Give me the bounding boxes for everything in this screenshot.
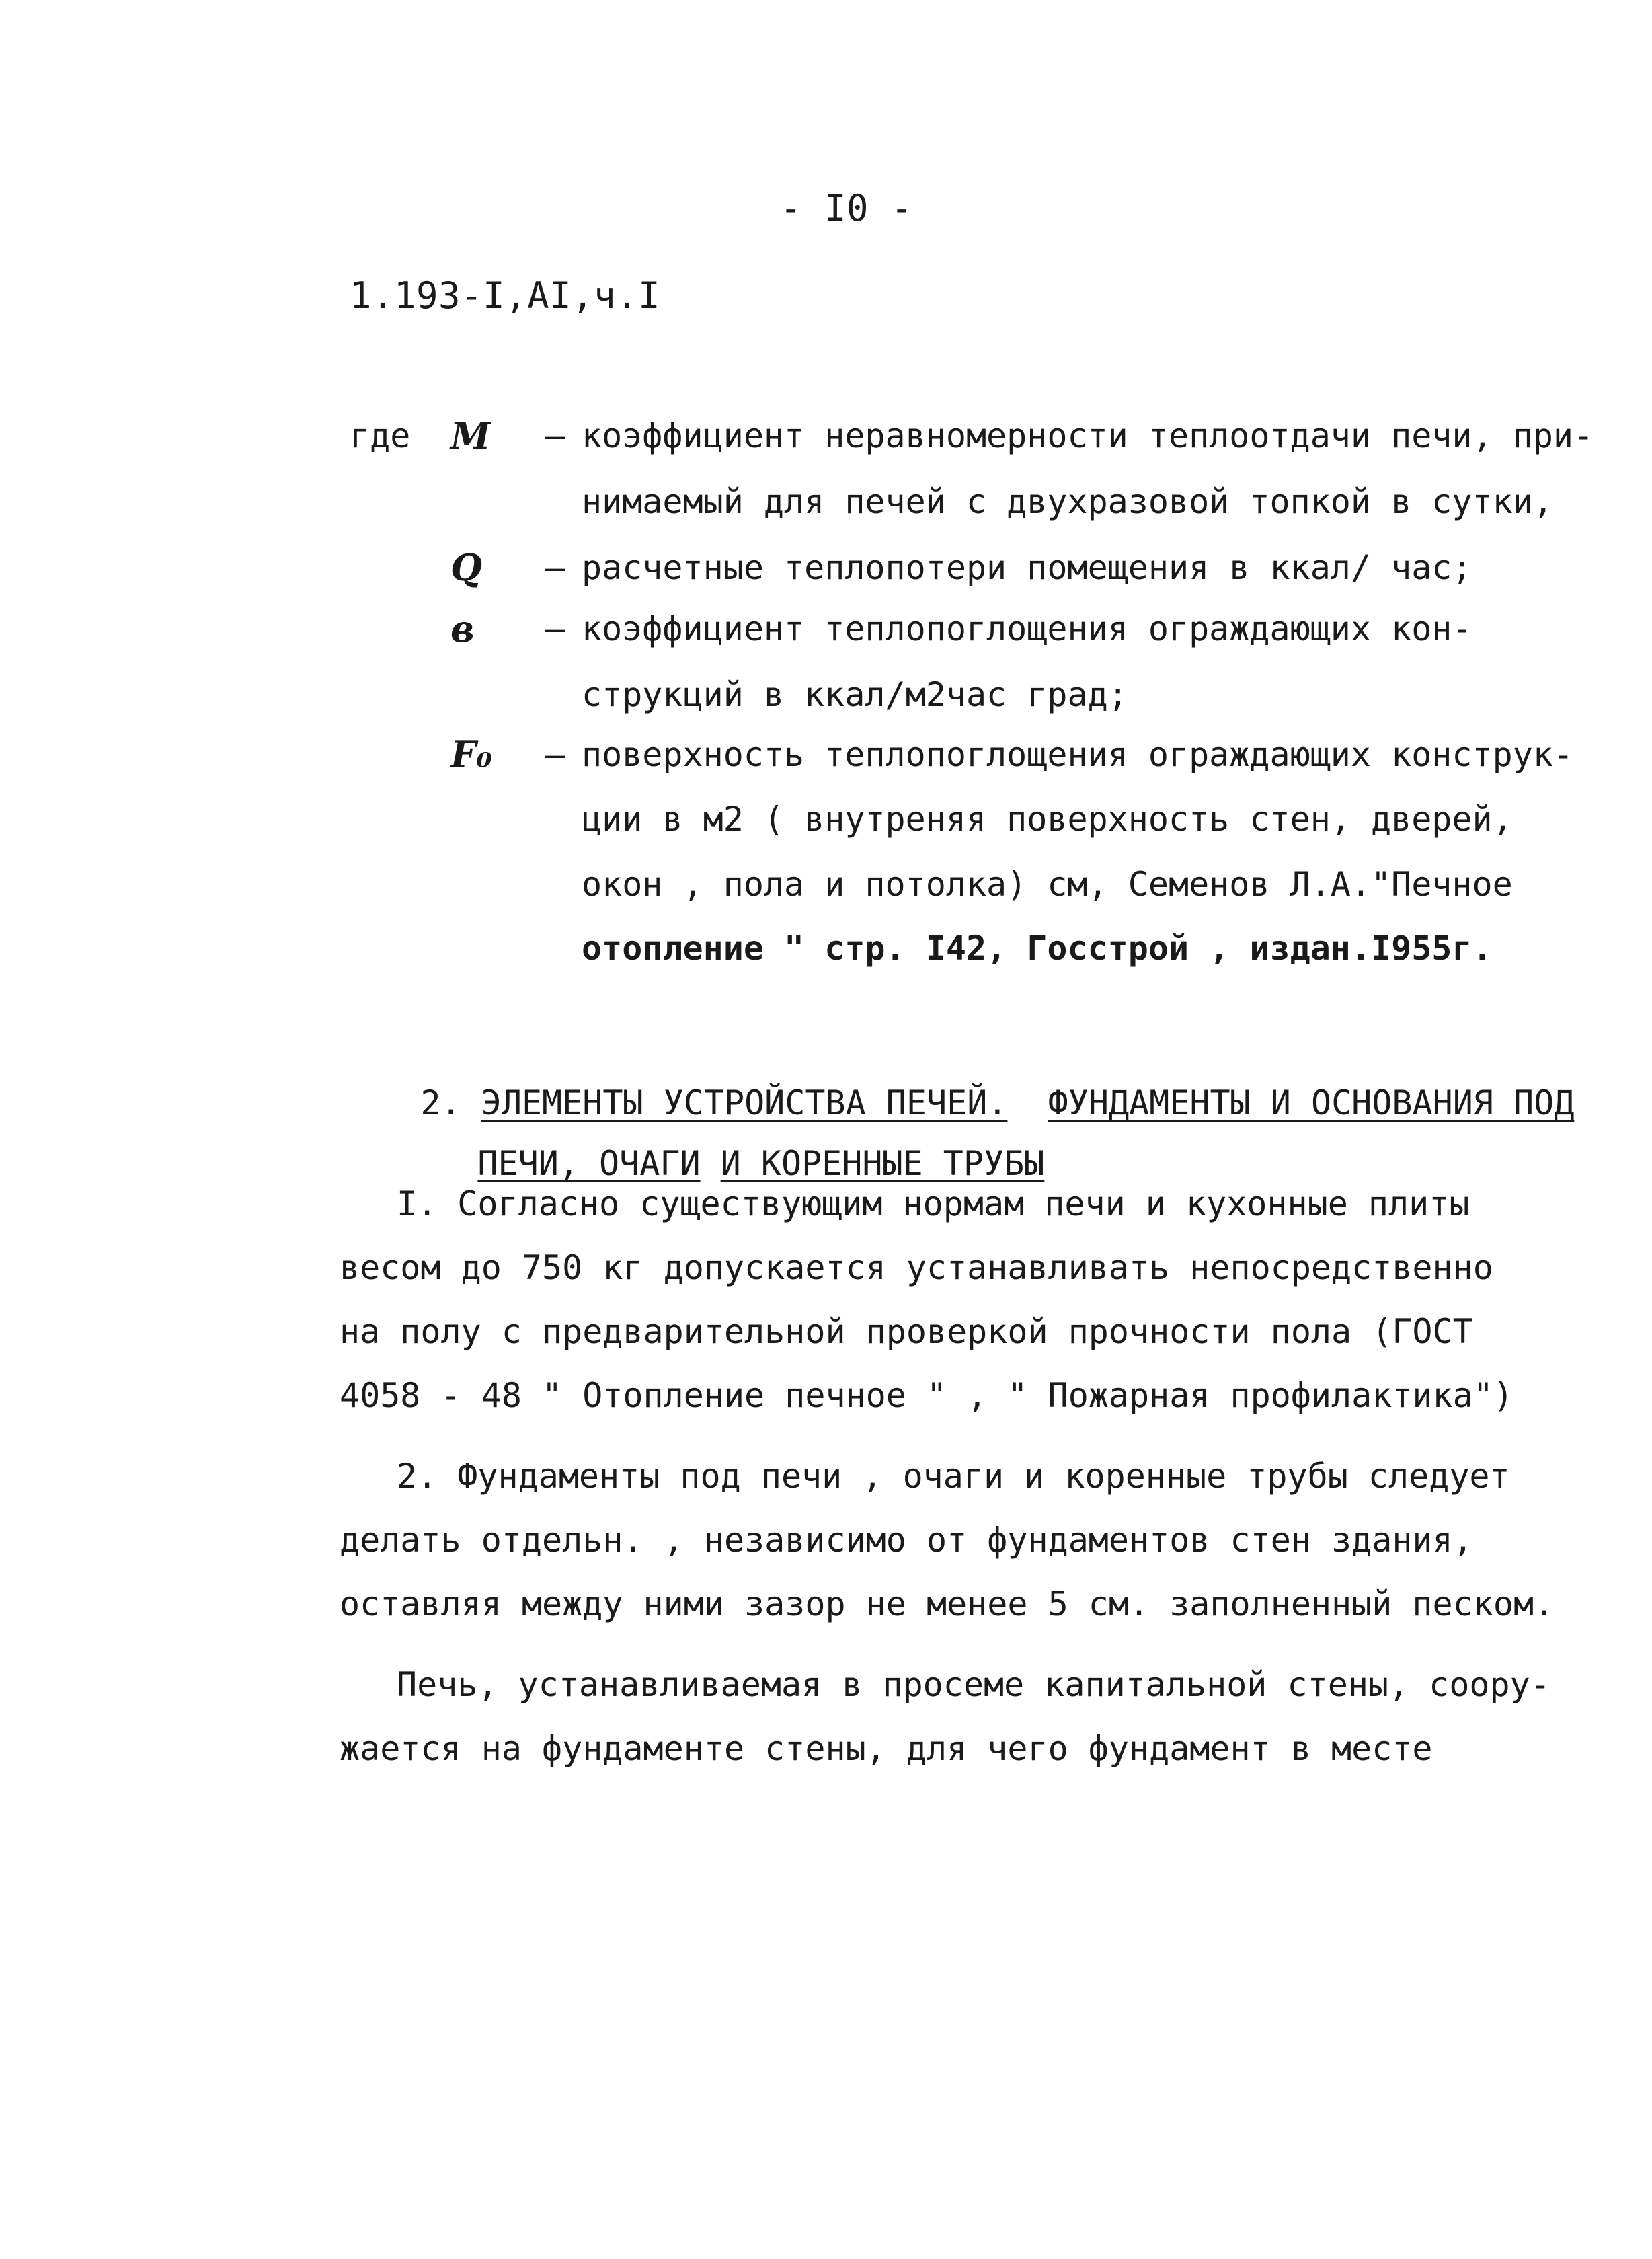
legend-definition-line: отопление " стр. I42, Госстрой , издан.I955г.: [582, 929, 1493, 968]
page-number: - I0 -: [780, 187, 914, 229]
paragraph-line: 2. Фундаменты под печи , очаги и коренные трубы следует: [397, 1457, 1510, 1496]
legend-definition-line: нимаемый для печей с двухразовой топкой в сутки,: [582, 482, 1553, 521]
legend-definition-line: расчетные теплопотери помещения в ккал/ час;: [582, 548, 1472, 587]
symbol-b: в: [450, 607, 475, 650]
section-title-part-d: И КОРЕННЫЕ ТРУБЫ: [720, 1144, 1045, 1183]
legend-definition-line: окон , пола и потолка) см, Семенов Л.А."Печное: [582, 865, 1513, 904]
paragraph-line: оставляя между ними зазор не менее 5 см. заполненный песком.: [340, 1584, 1555, 1623]
section-title-part-a: ЭЛЕМЕНТЫ УСТРОЙСТВА ПЕЧЕЙ.: [481, 1083, 1008, 1122]
symbol-f0: F₀: [450, 733, 492, 776]
paragraph-line: весом до 750 кг допускается устанавливать непосредственно: [340, 1248, 1493, 1287]
paragraph-line: 4058 - 48 " Отопление печное " , " Пожарная профилактика"): [340, 1376, 1513, 1415]
legend-definition-line: коэффициент неравномерности теплоотдачи печи, при-: [582, 416, 1594, 455]
legend-dash: –: [545, 735, 565, 774]
section-number: 2.: [420, 1083, 461, 1122]
legend-dash: –: [545, 548, 565, 587]
paragraph-line: жается на фундаменте стены, для чего фундамент в месте: [340, 1729, 1433, 1768]
symbol-q: Q: [450, 546, 483, 589]
legend-definition-line: ции в м2 ( внутреняя поверхность стен, дверей,: [582, 800, 1513, 839]
symbol-m: M: [450, 414, 491, 457]
section-title-part-c: ПЕЧИ, ОЧАГИ: [477, 1144, 701, 1183]
paragraph-line: Печь, устанавливаемая в просеме капитальной стены, соору-: [397, 1665, 1550, 1704]
paragraph-line: делать отдельн. , независимо от фундаментов стен здания,: [340, 1521, 1473, 1560]
legend-definition-line: коэффициент теплопоглощения ограждающих кон-: [582, 609, 1472, 648]
legend-definition-line: поверхность теплопоглощения ограждающих конструк-: [582, 735, 1574, 774]
legend-where-word: где: [350, 416, 411, 455]
document-code: 1.193-I,AI,ч.I: [350, 274, 661, 317]
paragraph-line: I. Согласно существующим нормам печи и кухонные плиты: [397, 1184, 1470, 1223]
legend-definition-line: струкций в ккал/м2час град;: [582, 675, 1128, 714]
legend-dash: –: [545, 609, 565, 648]
section-title-part-b: ФУНДАМЕНТЫ И ОСНОВАНИЯ ПОД: [1048, 1083, 1575, 1122]
legend-dash: –: [545, 416, 565, 455]
paragraph-line: на полу с предварительной проверкой прочности пола (ГОСТ: [340, 1312, 1473, 1351]
